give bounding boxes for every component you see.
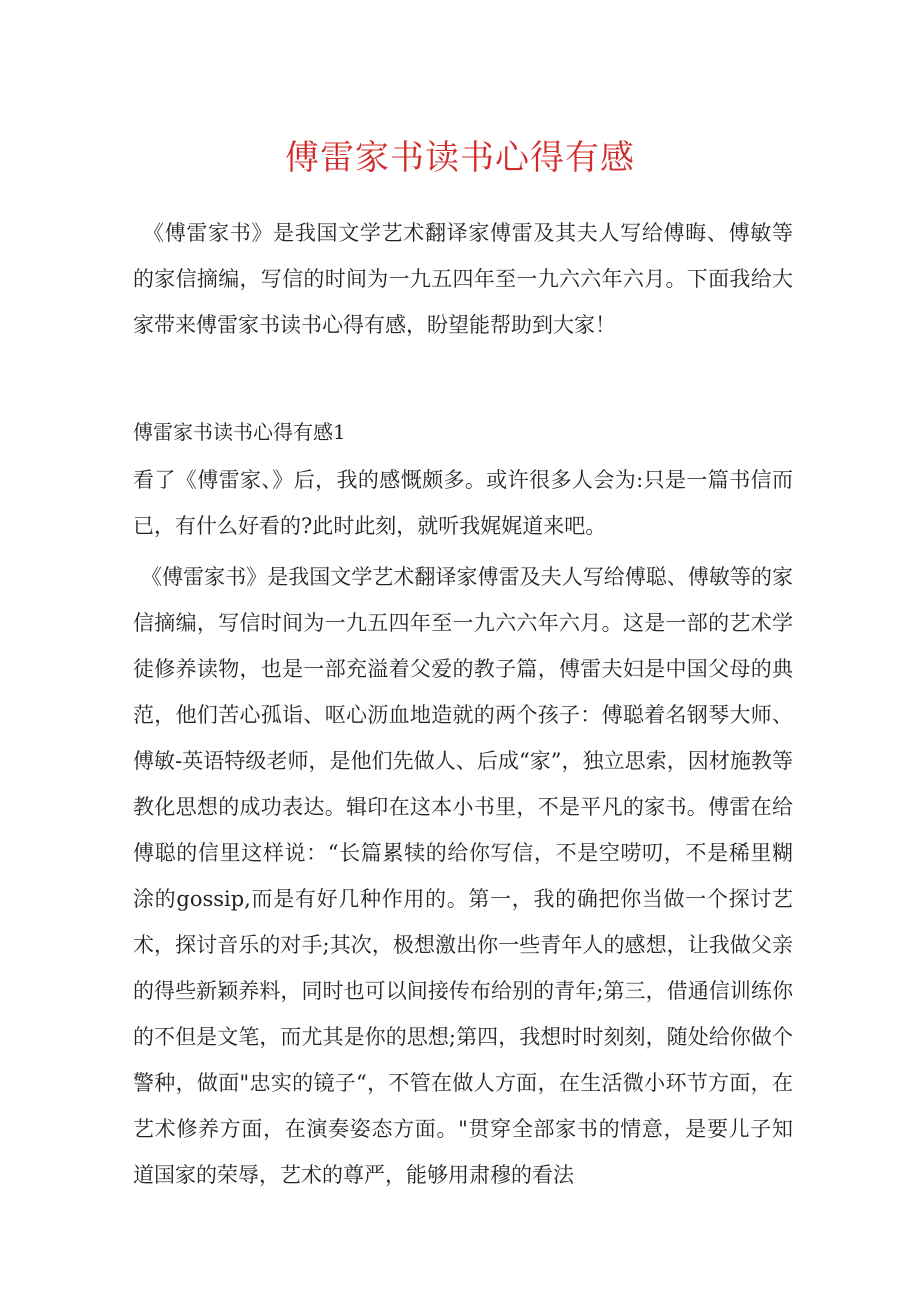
document-title: 傅雷家书读书心得有感 — [285, 138, 635, 178]
intro-paragraph: 《傅雷家书》是我国文学艺术翻译家傅雷及其夫人写给傅晦、傅敏等的家信摘编，写信的时间为一九五四年至一九六六年六月。下面我给大家带来傅雷家书读书心得有感，盼望能帮助到大家！ — [133, 221, 793, 337]
section-heading: 傅雷家书读书心得有感1 — [133, 420, 346, 444]
body-paragraph-1: 看了《傅雷家、》后，我的感慨颇多。或许很多人会为:只是一篇书信而已，有什么好看的?此时此刻，就听我娓娓道来吧。 — [133, 468, 793, 538]
body-paragraph-2: 《傅雷家书》是我国文学艺术翻译家傅雷及夫人写给傅聪、傅敏等的家信摘编，写信时间为一九五四年至一九六六年六月。这是一部的艺术学徒修养读物，也是一部充溢着父爱的教子篇，傅雷夫妇是中国父母的典范，他们苦心孤诣、呕心沥血地造就的两个孩子：傅聪着名钢琴大师、傅敏-英语特级老师，是他们先做人、后成“家”，独立思索，因材施教等教化思想的成功表达。辑印在这本小书里，不是平凡的家书。傅雷在给傅聪的信里这样说：“长篇累犊的给你写信，不是空唠叨，不是稀里糊涂的gossip,而是有好几种作用的。第一，我的确把你当做一个探讨艺术，探讨音乐的对手;其次，极想激出你一些青年人的感想，让我做父亲的得些新颖养料，同时也可以间接传布给别的青年;第三，借通信训练你的不但是文笔，而尤其是你的思想;第四，我想时时刻刻，随处给你做个警种，做面"忠实的镜子“，不管在做人方面，在生活微小环节方面，在艺术修养方面，在演奏姿态方面。"贯穿全部家书的情意，是要儿子知道国家的荣辱，艺术的尊严，能够用肃穆的看法 — [133, 565, 793, 1187]
